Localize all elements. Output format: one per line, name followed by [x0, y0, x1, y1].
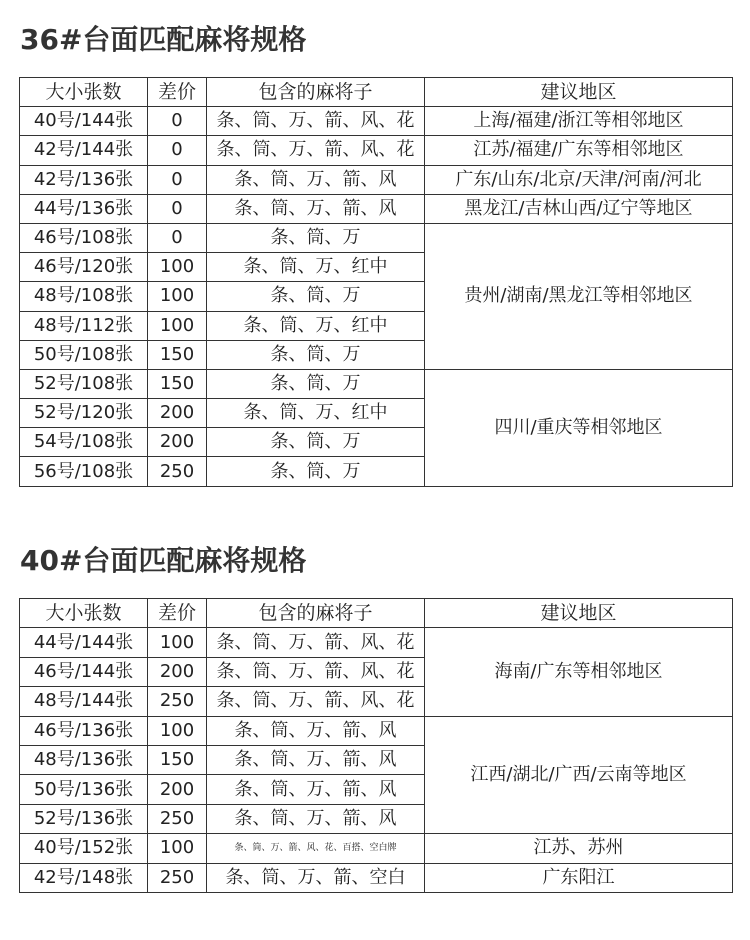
- table-row: [20, 165, 733, 194]
- region-cell: 贵州/湖南/黑龙江等相邻地区: [425, 223, 733, 369]
- size-cell: 48号/144张: [20, 687, 148, 716]
- header-size: 大小张数: [20, 599, 148, 628]
- tiles-cell: 条、筒、万: [207, 457, 425, 486]
- table-row: [20, 863, 733, 892]
- price-cell: 150: [148, 340, 207, 369]
- tiles-cell: 条、筒、万、红中: [207, 311, 425, 340]
- tiles-cell: 条、筒、万、箭、风、花: [207, 687, 425, 716]
- size-cell: 50号/108张: [20, 340, 148, 369]
- tiles-cell: 条、筒、万: [207, 282, 425, 311]
- price-cell: 0: [148, 165, 207, 194]
- size-cell: 46号/120张: [20, 253, 148, 282]
- price-cell: 100: [148, 282, 207, 311]
- size-cell: 40号/152张: [20, 834, 148, 863]
- price-cell: 200: [148, 428, 207, 457]
- tiles-cell: 条、筒、万、箭、风、花: [207, 136, 425, 165]
- table-row: [20, 107, 733, 136]
- region-cell: 广东阳江: [425, 863, 733, 892]
- header-region: 建议地区: [425, 599, 733, 628]
- region-cell: 海南/广东等相邻地区: [425, 628, 733, 716]
- size-cell: 54号/108张: [20, 428, 148, 457]
- region-cell: 江西/湖北/广西/云南等地区: [425, 716, 733, 834]
- tiles-cell: 条、筒、万、箭、风: [207, 804, 425, 833]
- section-title-36: 36#台面匹配麻将规格: [20, 23, 307, 56]
- price-cell: 0: [148, 223, 207, 252]
- size-cell: 52号/136张: [20, 804, 148, 833]
- table-row: [20, 716, 733, 745]
- tiles-cell: 条、筒、万、箭、风: [207, 194, 425, 223]
- tiles-cell: 条、筒、万: [207, 369, 425, 398]
- price-cell: 150: [148, 745, 207, 774]
- tiles-cell: 条、筒、万、箭、风、花: [207, 628, 425, 657]
- size-cell: 42号/148张: [20, 863, 148, 892]
- price-cell: 200: [148, 399, 207, 428]
- size-cell: 46号/144张: [20, 657, 148, 686]
- region-cell: 上海/福建/浙江等相邻地区: [425, 107, 733, 136]
- region-cell: 广东/山东/北京/天津/河南/河北: [425, 165, 733, 194]
- price-cell: 200: [148, 775, 207, 804]
- size-cell: 46号/136张: [20, 716, 148, 745]
- table-header-row: [20, 78, 733, 107]
- header-tiles: 包含的麻将子: [207, 78, 425, 107]
- tiles-cell: 条、筒、万、箭、风: [207, 165, 425, 194]
- tiles-cell: 条、筒、万: [207, 340, 425, 369]
- tiles-cell: 条、筒、万: [207, 223, 425, 252]
- price-cell: 100: [148, 253, 207, 282]
- table-row: [20, 834, 733, 863]
- table-header-row: [20, 599, 733, 628]
- table-row: [20, 223, 733, 252]
- table-row: [20, 136, 733, 165]
- size-cell: 40号/144张: [20, 107, 148, 136]
- size-cell: 48号/108张: [20, 282, 148, 311]
- price-cell: 0: [148, 107, 207, 136]
- tiles-cell: 条、筒、万: [207, 428, 425, 457]
- table-row: [20, 194, 733, 223]
- spec-table-36: [19, 77, 733, 487]
- tiles-cell: 条、筒、万、箭、风、花、百搭、空白牌: [207, 834, 425, 863]
- tiles-cell: 条、筒、万、箭、风、花: [207, 657, 425, 686]
- tiles-cell: 条、筒、万、箭、风: [207, 745, 425, 774]
- tiles-cell: 条、筒、万、红中: [207, 253, 425, 282]
- section-title-40: 40#台面匹配麻将规格: [20, 544, 307, 577]
- header-price: 差价: [148, 599, 207, 628]
- price-cell: 100: [148, 311, 207, 340]
- header-size: 大小张数: [20, 78, 148, 107]
- price-cell: 250: [148, 687, 207, 716]
- size-cell: 52号/120张: [20, 399, 148, 428]
- tiles-cell: 条、筒、万、箭、风: [207, 775, 425, 804]
- table-row: [20, 628, 733, 657]
- size-cell: 42号/144张: [20, 136, 148, 165]
- region-cell: 江苏、苏州: [425, 834, 733, 863]
- table-row: [20, 369, 733, 398]
- size-cell: 42号/136张: [20, 165, 148, 194]
- size-cell: 44号/136张: [20, 194, 148, 223]
- size-cell: 56号/108张: [20, 457, 148, 486]
- price-cell: 100: [148, 716, 207, 745]
- tiles-cell: 条、筒、万、箭、风: [207, 716, 425, 745]
- price-cell: 200: [148, 657, 207, 686]
- tiles-cell: 条、筒、万、红中: [207, 399, 425, 428]
- price-cell: 250: [148, 457, 207, 486]
- size-cell: 52号/108张: [20, 369, 148, 398]
- size-cell: 46号/108张: [20, 223, 148, 252]
- price-cell: 100: [148, 628, 207, 657]
- header-region: 建议地区: [425, 78, 733, 107]
- price-cell: 100: [148, 834, 207, 863]
- tiles-cell: 条、筒、万、箭、空白: [207, 863, 425, 892]
- price-cell: 250: [148, 804, 207, 833]
- region-cell: 江苏/福建/广东等相邻地区: [425, 136, 733, 165]
- price-cell: 250: [148, 863, 207, 892]
- size-cell: 50号/136张: [20, 775, 148, 804]
- tiles-cell: 条、筒、万、箭、风、花: [207, 107, 425, 136]
- region-cell: 黑龙江/吉林山西/辽宁等地区: [425, 194, 733, 223]
- size-cell: 44号/144张: [20, 628, 148, 657]
- header-tiles: 包含的麻将子: [207, 599, 425, 628]
- region-cell: 四川/重庆等相邻地区: [425, 369, 733, 486]
- spec-table-40: [19, 598, 733, 893]
- size-cell: 48号/136张: [20, 745, 148, 774]
- price-cell: 0: [148, 136, 207, 165]
- header-price: 差价: [148, 78, 207, 107]
- price-cell: 150: [148, 369, 207, 398]
- price-cell: 0: [148, 194, 207, 223]
- size-cell: 48号/112张: [20, 311, 148, 340]
